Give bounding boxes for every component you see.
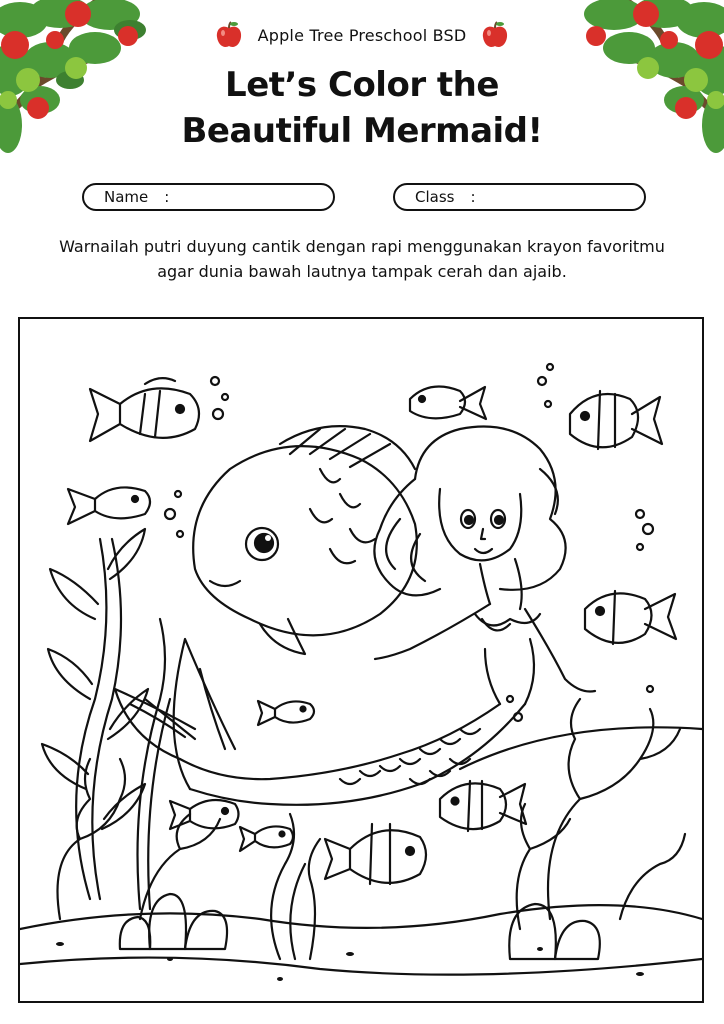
school-name: Apple Tree Preschool BSD: [257, 25, 467, 45]
school-header: [0, 20, 724, 50]
mermaid-illustration-icon: [20, 319, 702, 1001]
name-colon: :: [164, 188, 170, 206]
class-field[interactable]: [393, 183, 646, 211]
page-title: [0, 62, 724, 154]
class-label: Class: [415, 188, 455, 206]
name-field[interactable]: [82, 183, 335, 211]
instruction-text: Warnailah putri duyung cantik dengan rapi menggunakan krayon favoritmu agar dunia bawah lautnya tampak cerah dan ajaib.: [59, 237, 665, 281]
coloring-picture: [18, 317, 704, 1003]
title-line-1: Let’s Color the: [225, 65, 499, 105]
apple-icon: [214, 20, 244, 50]
class-colon: :: [470, 188, 476, 206]
title-line-2: Beautiful Mermaid!: [181, 111, 543, 151]
apple-icon: [480, 20, 510, 50]
name-label: Name: [104, 188, 149, 206]
